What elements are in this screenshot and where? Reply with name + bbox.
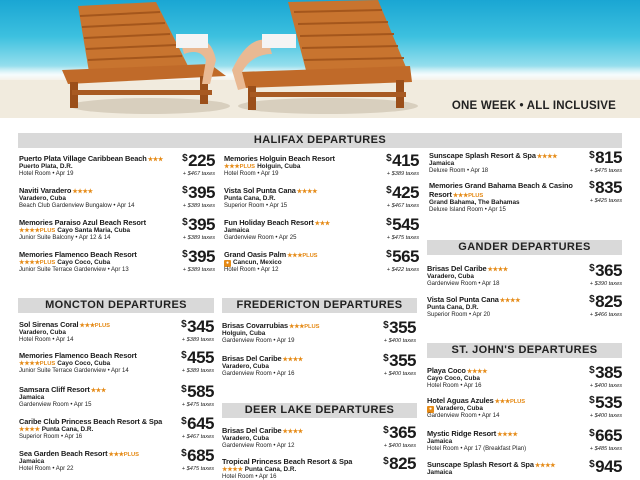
room-date: Deluxe Room • Apr 18 xyxy=(429,168,489,174)
star-rating: ★★★★ xyxy=(466,369,488,375)
destination: Varadero, Cuba xyxy=(222,435,269,442)
left-lounge-chair-image xyxy=(60,0,240,116)
room-date: Hotel Room • Apr 16 xyxy=(222,474,277,480)
star-rating: ★★★★ xyxy=(72,189,93,195)
destination: Holguin, Cuba xyxy=(257,163,301,170)
destination: Varadero, Cuba xyxy=(19,329,66,336)
price: $345 xyxy=(181,317,214,336)
resort-name: Hotel Aguas Azules xyxy=(427,396,494,405)
deal-halifax-6[interactable] xyxy=(224,183,419,218)
halifax-departures-header: HALIFAX DEPARTURES xyxy=(18,133,622,148)
tagline: ONE WEEK • ALL INCLUSIVE xyxy=(451,100,616,112)
star-rating: ★★★★PLUS xyxy=(19,361,56,367)
destination: Varadero, Cuba xyxy=(436,405,483,412)
taxes: + $400 taxes xyxy=(383,443,416,449)
price: $455 xyxy=(181,348,214,367)
room-date: Hotel Room • Apr 12 xyxy=(224,267,279,273)
star-rating: ★★★ xyxy=(147,157,163,163)
room-date: Gardenview Room • Apr 19 xyxy=(222,338,295,344)
resort-name: Brisas Covarrubias xyxy=(222,321,288,330)
star-rating: ★★★★PLUS xyxy=(19,260,56,266)
room-date: Deluxe Island Room • Apr 15 xyxy=(429,207,506,213)
fredericton-departures-header: FREDERICTON DEPARTURES xyxy=(222,298,417,313)
resort-name: Playa Coco xyxy=(427,366,466,375)
room-date: Hotel Room • Apr 14 xyxy=(19,337,74,343)
star-rating: ★★★★ xyxy=(536,154,558,160)
taxes: + $466 taxes xyxy=(589,312,622,318)
room-date: Hotel Room • Apr 22 xyxy=(19,466,74,472)
destination: Grand Bahama, The Bahamas xyxy=(429,199,520,206)
star-rating: ★★★PLUS xyxy=(224,164,256,170)
price: $835 xyxy=(589,178,622,197)
price: $565 xyxy=(386,247,419,266)
price: $395 xyxy=(182,183,215,202)
resort-name: Brisas Del Caribe xyxy=(427,264,487,273)
resort-name: Vista Sol Punta Cana xyxy=(224,186,296,195)
room-date: Junior Suite Terrace Gardenview • Apr 14 xyxy=(19,368,129,374)
price: $355 xyxy=(383,351,416,370)
destination: Jamaica xyxy=(429,160,455,167)
resort-name: Brisas Del Caribe xyxy=(222,426,282,435)
price: $225 xyxy=(182,151,215,170)
taxes: + $475 taxes xyxy=(181,402,214,408)
resort-name: Sunscape Splash Resort & Spa xyxy=(427,460,534,469)
price: $825 xyxy=(589,292,622,311)
price: $815 xyxy=(589,148,622,167)
taxes: + $475 taxes xyxy=(589,168,622,174)
resort-name: Caribe Club Princess Beach Resort & Spa xyxy=(19,417,163,426)
star-rating: ★★★★ xyxy=(222,467,243,473)
room-date: Gardenview Room • Apr 16 xyxy=(222,371,295,377)
room-date: Gardenview Room • Apr 15 xyxy=(19,402,92,408)
price: $425 xyxy=(386,183,419,202)
price: $685 xyxy=(181,446,214,465)
deal-halifax-1[interactable] xyxy=(19,151,215,186)
st-johns-departures-header: ST. JOHN'S DEPARTURES xyxy=(427,343,622,358)
room-date: Gardenview Room • Apr 18 xyxy=(427,281,500,287)
gander-departures-header: GANDER DEPARTURES xyxy=(427,240,622,255)
star-rating: ★★★ xyxy=(314,221,330,227)
deal-halifax-8[interactable] xyxy=(224,247,419,282)
star-rating: ★★★★ xyxy=(499,298,521,304)
price: $385 xyxy=(589,363,622,382)
deal-st-johns-4[interactable] xyxy=(427,457,622,480)
taxes: + $389 taxes xyxy=(181,337,214,343)
room-date: Superior Room • Apr 20 xyxy=(427,312,491,318)
price: $415 xyxy=(386,151,419,170)
resort-name: Samsara Cliff Resort xyxy=(19,385,90,394)
destination: Punta Cana, D.R. xyxy=(224,195,276,202)
map-pin-icon: ● xyxy=(225,260,230,266)
deal-fredericton-2[interactable] xyxy=(222,351,416,386)
price: $665 xyxy=(589,426,622,445)
deal-halifax-2[interactable] xyxy=(19,183,215,218)
resort-name: Memories Holguin Beach Resort xyxy=(224,154,335,163)
star-rating: ★★★★ xyxy=(19,427,40,433)
price: $585 xyxy=(181,382,214,401)
destination: Cayo Coco, Cuba xyxy=(427,375,480,382)
taxes: + $400 taxes xyxy=(383,371,416,377)
star-rating: ★★★PLUS xyxy=(494,399,526,405)
price: $395 xyxy=(182,215,215,234)
taxes: + $422 taxes xyxy=(386,267,419,273)
destination: Punta Cana, D.R. xyxy=(427,304,479,311)
price: $365 xyxy=(589,261,622,280)
room-date: Hotel Room • Apr 19 xyxy=(19,171,74,177)
resort-name: Puerto Plata Village Caribbean Beach xyxy=(19,154,147,163)
deal-halifax-5[interactable] xyxy=(224,151,419,186)
taxes: + $485 taxes xyxy=(589,446,622,452)
destination: Cancun, Mexico xyxy=(233,259,282,266)
taxes: + $467 taxes xyxy=(386,203,419,209)
resort-name: Fun Holiday Beach Resort xyxy=(224,218,314,227)
deal-halifax-7[interactable] xyxy=(224,215,419,250)
deal-st-johns-2[interactable] xyxy=(427,393,622,428)
destination: Cayo Coco, Cuba xyxy=(57,259,111,266)
resort-name: Memories Grand Bahama Beach & Casino Resort xyxy=(429,181,573,199)
deal-moncton-2[interactable] xyxy=(19,348,214,383)
deal-halifax-4[interactable] xyxy=(19,247,215,282)
price: $825 xyxy=(383,454,416,473)
price: $365 xyxy=(383,423,416,442)
star-rating: ★★★PLUS xyxy=(452,193,484,199)
price: $535 xyxy=(589,393,622,412)
star-rating: ★★★★ xyxy=(282,357,303,363)
room-date: Gardenview Room • Apr 25 xyxy=(224,235,297,241)
resort-name: Sol Sirenas Coral xyxy=(19,320,79,329)
resort-name: Memories Flamenco Beach Resort xyxy=(19,351,137,360)
deal-gander-2[interactable] xyxy=(427,292,622,327)
taxes: + $389 taxes xyxy=(182,267,215,273)
taxes: + $390 taxes xyxy=(589,281,622,287)
deal-moncton-3[interactable] xyxy=(19,382,214,417)
room-date: Hotel Room • Apr 19 xyxy=(224,171,279,177)
destination: Jamaica xyxy=(427,469,453,476)
taxes: + $400 taxes xyxy=(589,413,622,419)
resort-name: Tropical Princess Beach Resort & Spa xyxy=(222,457,353,466)
destination: Jamaica xyxy=(19,458,45,465)
destination: Jamaica xyxy=(427,438,453,445)
room-date: Superior Room • Apr 15 xyxy=(224,203,288,209)
star-rating: ★★★PLUS xyxy=(287,253,318,259)
star-rating: ★★★★ xyxy=(296,189,318,195)
star-rating: ★★★PLUS xyxy=(108,452,139,458)
room-date: Junior Suite Terrace Gardenview • Apr 13 xyxy=(19,267,129,273)
price: $545 xyxy=(386,215,419,234)
room-date: Beach Club Gardenview Bungalow • Apr 14 xyxy=(19,203,135,209)
star-rating: ★★★ xyxy=(90,388,106,394)
destination: Puerto Plata, D.R. xyxy=(19,163,73,170)
room-date: Hotel Room • Apr 16 xyxy=(427,383,482,389)
resort-name: Grand Oasis Palm xyxy=(224,250,287,259)
destination: Punta Cana, D.R. xyxy=(244,466,297,473)
deer-lake-departures-header: DEER LAKE DEPARTURES xyxy=(222,403,417,418)
star-rating: ★★★★ xyxy=(282,429,303,435)
destination: Jamaica xyxy=(224,227,250,234)
destination: Punta Cana, D.R. xyxy=(41,426,94,433)
taxes: + $475 taxes xyxy=(181,466,214,472)
hero-banner xyxy=(0,0,640,118)
deal-moncton-4[interactable] xyxy=(19,414,214,449)
taxes: + $475 taxes xyxy=(386,235,419,241)
taxes: + $389 taxes xyxy=(182,203,215,209)
room-date: Hotel Room • Apr 17 (Breakfast Plan) xyxy=(427,446,527,452)
price: $395 xyxy=(182,247,215,266)
room-date: Gardenview Room • Apr 12 xyxy=(222,443,295,449)
taxes: + $467 taxes xyxy=(181,434,214,440)
deal-halifax-10[interactable] xyxy=(429,178,622,221)
resort-name: Naviti Varadero xyxy=(19,186,72,195)
right-lounge-chair-image xyxy=(228,0,428,116)
destination: Cayo Santa Maria, Cuba xyxy=(57,227,131,234)
star-rating: ★★★PLUS xyxy=(288,324,320,330)
map-pin-icon: ● xyxy=(428,406,433,412)
resort-name: Memories Flamenco Beach Resort xyxy=(19,250,137,259)
destination: Jamaica xyxy=(19,394,45,401)
resort-name: Vista Sol Punta Cana xyxy=(427,295,499,304)
price: $645 xyxy=(181,414,214,433)
moncton-departures-header: MONCTON DEPARTURES xyxy=(18,298,214,313)
deal-fredericton-1[interactable] xyxy=(222,318,416,353)
taxes: + $400 taxes xyxy=(589,383,622,389)
deal-deer-lake-2[interactable] xyxy=(222,454,416,480)
star-rating: ★★★★ xyxy=(497,432,518,438)
price: $945 xyxy=(589,457,622,476)
taxes: + $425 taxes xyxy=(589,198,622,204)
star-rating: ★★★★ xyxy=(534,463,556,469)
deal-moncton-5[interactable] xyxy=(19,446,214,480)
destination: Holguin, Cuba xyxy=(222,330,266,337)
resort-name: Sea Garden Beach Resort xyxy=(19,449,108,458)
room-date: Junior Suite Balcony • Apr 12 & 14 xyxy=(19,235,111,241)
resort-name: Sunscape Splash Resort & Spa xyxy=(429,151,536,160)
star-rating: ★★★★ xyxy=(487,267,508,273)
taxes: + $467 taxes xyxy=(182,171,215,177)
deal-halifax-3[interactable] xyxy=(19,215,215,250)
taxes: + $389 taxes xyxy=(181,368,214,374)
resort-name: Brisas Del Caribe xyxy=(222,354,282,363)
price: $355 xyxy=(383,318,416,337)
room-date: Superior Room • Apr 16 xyxy=(19,434,83,440)
taxes: + $400 taxes xyxy=(383,338,416,344)
resort-name: Memories Paraiso Azul Beach Resort xyxy=(19,218,146,227)
taxes: + $389 taxes xyxy=(386,171,419,177)
destination: Varadero, Cuba xyxy=(19,195,66,202)
taxes: + $389 taxes xyxy=(182,235,215,241)
destination: Varadero, Cuba xyxy=(427,273,474,280)
room-date: Gardenview Room • Apr 14 xyxy=(427,413,500,419)
destination: Varadero, Cuba xyxy=(222,363,269,370)
destination: Cayo Coco, Cuba xyxy=(57,360,111,367)
resort-name: Mystic Ridge Resort xyxy=(427,429,497,438)
star-rating: ★★★PLUS xyxy=(79,323,110,329)
star-rating: ★★★★PLUS xyxy=(19,228,56,234)
